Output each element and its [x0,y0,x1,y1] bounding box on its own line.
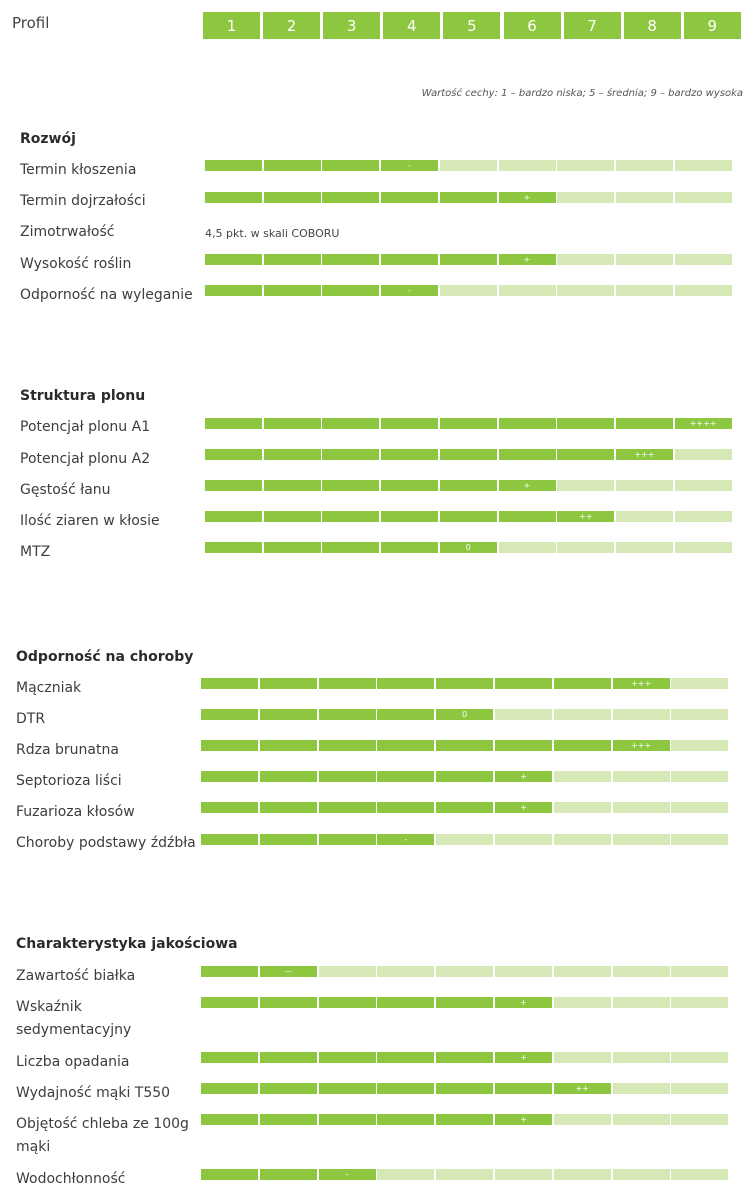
bar-segment [495,740,552,751]
scale-box-9: 9 [684,12,741,39]
bar-segment [436,1083,493,1094]
bar-segment [260,802,317,813]
row-label: Fuzarioza kłosów [16,804,135,820]
bar-segment [557,480,614,491]
bar-segment [319,709,376,720]
bar-value-segment: ++++ [675,418,732,429]
scale-box-6: 6 [504,12,561,39]
bar-segment [260,834,317,845]
bar-segment [495,678,552,689]
bar-segment [381,542,438,553]
bar-segment [205,160,262,171]
bar-segment [205,511,262,522]
bar-segment [205,192,262,203]
bar-value-segment: ++ [554,1083,611,1094]
bar-segment [671,709,728,720]
bar-segment [201,1169,258,1180]
bar-segment [671,802,728,813]
bar-segment [260,997,317,1008]
bar-segment [554,997,611,1008]
bar-value-segment: + [499,480,556,491]
bar-segment [381,449,438,460]
scale-box-5: 5 [443,12,500,39]
bar-segment [671,966,728,977]
legend-note: Wartość cechy: 1 – bardzo niska; 5 – średnia; 9 – bardzo wysoka [421,88,743,99]
bar-segment [440,449,497,460]
bar-segment [675,511,732,522]
bar-segment [264,480,321,491]
bar-segment [557,254,614,265]
bar-segment [499,511,556,522]
scale-box-4: 4 [383,12,440,39]
section-title: Odporność na choroby [16,649,194,665]
row-label: Objętość chleba ze 100g mąki [16,1116,189,1155]
bar-segment [260,1052,317,1063]
bar-segment [613,1052,670,1063]
row-label: Potencjał plonu A1 [20,419,151,435]
bar-segment [260,771,317,782]
bar-segment [377,997,434,1008]
bar-segment [554,740,611,751]
bar-segment [319,740,376,751]
bar-segment [381,418,438,429]
bar-segment [201,834,258,845]
bar-segment [616,285,673,296]
bar-segment [616,192,673,203]
bar-value-segment: - [381,285,438,296]
bar-segment [319,678,376,689]
bar-segment [260,709,317,720]
bar-segment [264,511,321,522]
scale-box-2: 2 [263,12,320,39]
bar-segment [319,1052,376,1063]
bar-segment [554,834,611,845]
bar-value-segment: + [495,997,552,1008]
bar-segment [671,678,728,689]
bar-segment [616,254,673,265]
row-label: Rdza brunatna [16,742,119,758]
bar-segment [436,834,493,845]
bar-segment [499,160,556,171]
bar-value-segment: + [495,802,552,813]
bar-segment [616,418,673,429]
bar-segment [201,1052,258,1063]
bar-segment [201,740,258,751]
bar-segment [201,1083,258,1094]
bar-segment [671,997,728,1008]
bar-segment [499,542,556,553]
bar-segment [675,160,732,171]
bar-segment [671,1114,728,1125]
bar-segment [201,802,258,813]
bar-segment [495,966,552,977]
bar-segment [322,160,379,171]
bar-segment [675,254,732,265]
row-label: Mączniak [16,680,82,696]
bar-segment [205,418,262,429]
bar-value-segment: + [495,1114,552,1125]
bar-segment [381,192,438,203]
bar-segment [322,418,379,429]
bar-segment [440,192,497,203]
bar-value-segment: – [319,1169,376,1180]
section-title: Charakterystyka jakościowa [16,936,238,952]
bar-segment [260,678,317,689]
bar-segment [205,254,262,265]
bar-segment [201,1114,258,1125]
bar-segment [264,285,321,296]
bar-segment [675,480,732,491]
bar-segment [322,254,379,265]
bar-segment [436,997,493,1008]
row-label: Gęstość łanu [20,482,111,498]
bar-segment [260,740,317,751]
bar-segment [554,1052,611,1063]
bar-segment [440,480,497,491]
bar-segment [377,966,434,977]
row-label: Wydajność mąki T550 [16,1085,171,1101]
profile-label: Profil [12,14,50,32]
bar-segment [436,740,493,751]
bar-segment [675,542,732,553]
bar-segment [436,678,493,689]
row-label: Termin dojrzałości [20,193,146,209]
bar-value-segment: — [260,966,317,977]
scale-box-7: 7 [564,12,621,39]
bar-value-segment: 0 [436,709,493,720]
bar-segment [436,1169,493,1180]
bar-segment [322,511,379,522]
bar-segment [440,254,497,265]
bar-segment [381,254,438,265]
bar-segment [264,449,321,460]
section-title: Struktura plonu [20,388,146,404]
bar-value-segment: - [377,834,434,845]
bar-segment [499,418,556,429]
row-label: Wodochłonność [16,1171,126,1187]
bar-value-segment: + [495,771,552,782]
section-title: Rozwój [20,131,76,147]
bar-segment [613,802,670,813]
row-label: Potencjał plonu A2 [20,451,151,467]
bar-segment [260,1083,317,1094]
bar-segment [499,449,556,460]
bar-segment [613,834,670,845]
bar-segment [554,1169,611,1180]
bar-segment [319,966,376,977]
bar-value-segment: - [381,160,438,171]
bar-segment [616,480,673,491]
bar-value-segment: +++ [613,678,670,689]
bar-segment [319,834,376,845]
bar-segment [436,966,493,977]
bar-segment [440,160,497,171]
bar-segment [495,709,552,720]
bar-segment [613,1114,670,1125]
row-label: Ilość ziaren w kłosie [20,513,160,529]
bar-segment [675,192,732,203]
bar-segment [671,1083,728,1094]
bar-segment [440,511,497,522]
bar-segment [675,285,732,296]
bar-segment [201,966,258,977]
bar-segment [554,709,611,720]
bar-segment [554,678,611,689]
bar-segment [436,1114,493,1125]
bar-segment [201,709,258,720]
bar-segment [436,802,493,813]
bar-segment [616,511,673,522]
bar-segment [205,285,262,296]
bar-segment [377,740,434,751]
bar-segment [377,771,434,782]
bar-segment [671,740,728,751]
row-label: Odporność na wyleganie [20,287,193,303]
bar-value-segment: + [499,254,556,265]
row-label: Zawartość białka [16,968,136,984]
bar-segment [205,449,262,460]
row-label: Septorioza liści [16,773,122,789]
bar-segment [377,1114,434,1125]
bar-segment [319,1083,376,1094]
bar-value-segment: 0 [440,542,497,553]
bar-segment [675,449,732,460]
bar-segment [440,285,497,296]
scale-box-8: 8 [624,12,681,39]
bar-segment [319,997,376,1008]
bar-segment [322,480,379,491]
bar-segment [557,418,614,429]
bar-value-segment: + [499,192,556,203]
row-label: Zimotrwałość [20,224,115,240]
bar-value-segment: +++ [616,449,673,460]
bar-segment [499,285,556,296]
bar-segment [201,997,258,1008]
bar-segment [613,1169,670,1180]
bar-segment [671,1052,728,1063]
bar-segment [377,709,434,720]
bar-segment [377,802,434,813]
row-label: Termin kłoszenia [20,162,137,178]
bar-segment [264,192,321,203]
row-note: 4,5 pkt. w skali COBORU [205,227,340,240]
bar-segment [381,511,438,522]
bar-segment [322,449,379,460]
bar-segment [260,1114,317,1125]
bar-segment [264,418,321,429]
bar-value-segment: + [495,1052,552,1063]
row-label: Liczba opadania [16,1054,130,1070]
bar-segment [440,418,497,429]
bar-segment [264,542,321,553]
bar-segment [322,285,379,296]
bar-segment [322,192,379,203]
bar-segment [377,1083,434,1094]
bar-value-segment: ++ [557,511,614,522]
bar-segment [495,1169,552,1180]
bar-segment [495,834,552,845]
bar-segment [613,709,670,720]
bar-segment [613,1083,670,1094]
bar-segment [554,1114,611,1125]
bar-segment [613,966,670,977]
bar-segment [260,1169,317,1180]
profile-scale-header [0,0,755,44]
row-label: Wysokość roślin [20,256,132,272]
bar-segment [201,678,258,689]
bar-segment [264,254,321,265]
bar-segment [205,542,262,553]
bar-segment [495,1083,552,1094]
bar-segment [554,966,611,977]
bar-segment [381,480,438,491]
bar-segment [557,285,614,296]
bar-segment [671,1169,728,1180]
row-label: MTZ [20,544,51,560]
bar-segment [319,802,376,813]
row-label: Choroby podstawy źdźbła [16,835,196,851]
bar-segment [377,1169,434,1180]
bar-segment [671,771,728,782]
bar-segment [557,449,614,460]
bar-segment [319,1114,376,1125]
scale-box-3: 3 [323,12,380,39]
bar-segment [322,542,379,553]
bar-segment [264,160,321,171]
bar-segment [616,542,673,553]
bar-segment [201,771,258,782]
bar-segment [557,192,614,203]
bar-segment [616,160,673,171]
bar-value-segment: +++ [613,740,670,751]
bar-segment [319,771,376,782]
bar-segment [613,771,670,782]
bar-segment [557,542,614,553]
bar-segment [436,1052,493,1063]
bar-segment [671,834,728,845]
bar-segment [554,802,611,813]
bar-segment [557,160,614,171]
bar-segment [613,997,670,1008]
bar-segment [436,771,493,782]
row-label: DTR [16,711,46,727]
bar-segment [205,480,262,491]
bar-segment [554,771,611,782]
scale-box-1: 1 [203,12,260,39]
bar-segment [377,678,434,689]
bar-segment [377,1052,434,1063]
row-label: Wskaźnik sedymentacyjny [16,999,132,1038]
